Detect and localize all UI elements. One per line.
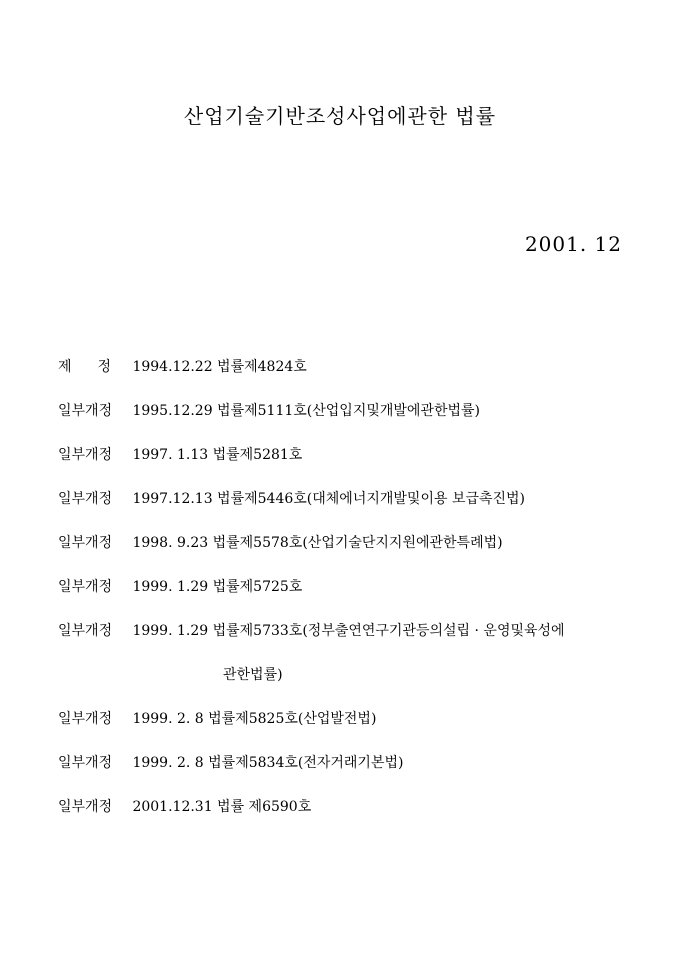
history-detail: 1998. 9.23 법률제5578호(산업기술단지지원에관한특례법) — [132, 535, 503, 551]
history-kind: 일부개정 — [58, 755, 113, 771]
document-date: 2001. 12 — [524, 232, 622, 256]
history-kind: 일부개정 — [58, 623, 113, 639]
history-kind: 일부개정 — [58, 403, 113, 419]
history-row — [58, 752, 658, 796]
history-row — [58, 400, 658, 444]
history-row — [58, 620, 658, 708]
history-row — [58, 444, 658, 488]
document-title: 산업기술기반조성사업에관한 법률 — [183, 104, 497, 128]
history-detail: 1995.12.29 법률제5111호(산업입지및개발에관한법률) — [132, 403, 480, 419]
history-kind: 일부개정 — [58, 711, 113, 727]
history-detail: 2001.12.31 법률 제6590호 — [132, 799, 312, 815]
history-detail: 1999. 1.29 법률제5725호 — [132, 579, 303, 595]
history-detail: 1997. 1.13 법률제5281호 — [132, 447, 303, 463]
history-kind: 일부개정 — [58, 491, 113, 507]
history-kind: 일부개정 — [58, 579, 113, 595]
history-kind: 제정 — [58, 359, 138, 375]
history-row — [58, 532, 658, 576]
history-row — [58, 796, 658, 840]
history-kind: 일부개정 — [58, 535, 113, 551]
history-detail: 1999. 2. 8 법률제5825호(산업발전법) — [132, 711, 377, 727]
history-row — [58, 576, 658, 620]
history-detail: 1997.12.13 법률제5446호(대체에너지개발및이용 보급촉진법) — [132, 491, 526, 507]
history-detail: 1999. 2. 8 법률제5834호(전자거래기본법) — [132, 755, 404, 771]
history-kind: 일부개정 — [58, 447, 113, 463]
history-row — [58, 356, 658, 400]
history-detail-continuation: 관한법률) — [223, 667, 283, 683]
history-kind: 일부개정 — [58, 799, 113, 815]
history-detail: 1999. 1.29 법률제5733호(정부출연연구기관등의설립 · 운영및육성에 — [132, 623, 565, 639]
amendment-history — [58, 356, 658, 840]
history-detail: 1994.12.22 법률제4824호 — [132, 359, 307, 375]
history-row — [58, 488, 658, 532]
history-row — [58, 708, 658, 752]
